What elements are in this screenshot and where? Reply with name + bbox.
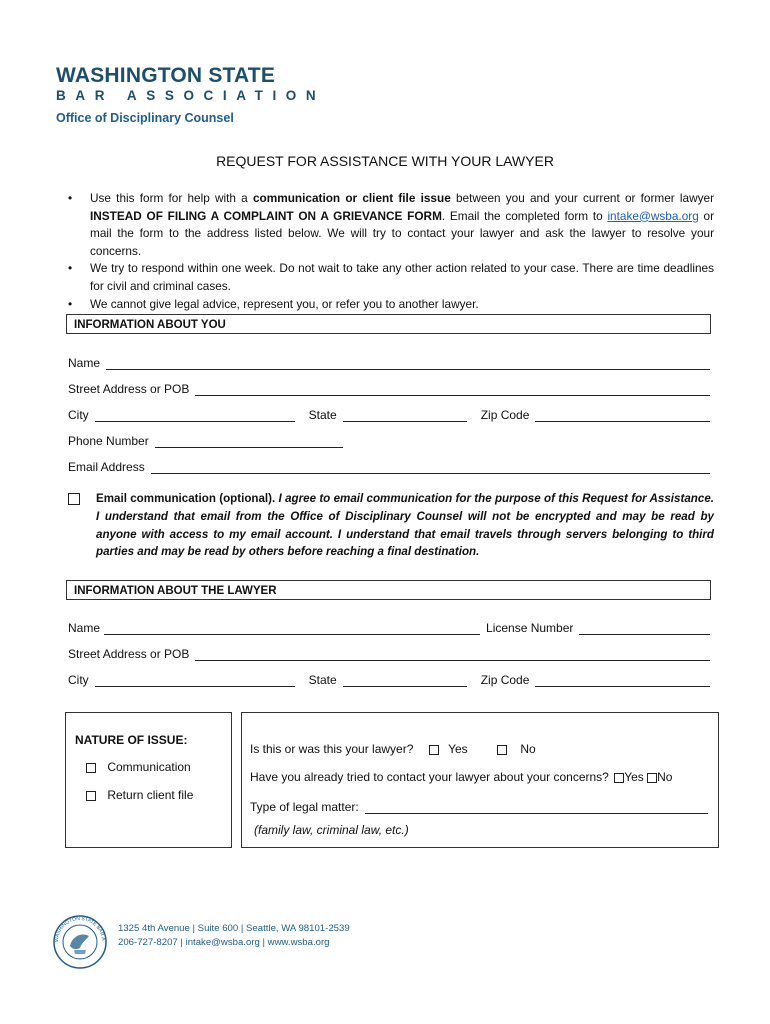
lawyer-license-label: License Number [486,621,574,635]
you-zip-field[interactable] [535,409,710,422]
you-phone-label: Phone Number [68,434,149,448]
you-street-row [68,378,710,396]
your-lawyer-yes-label: Yes [448,742,468,756]
tried-contact-yes-checkbox[interactable] [614,773,624,783]
instruction-text: . Email the completed form to [441,208,608,223]
lawyer-city-field[interactable] [95,674,295,687]
you-name-field[interactable] [106,357,710,370]
form-title: REQUEST FOR ASSISTANCE WITH YOUR LAWYER [216,153,554,169]
org-logo-line2: BAR ASSOCIATION [56,88,326,103]
legal-matter-hint: (family law, criminal law, etc.) [254,823,409,837]
you-city-row [68,404,710,422]
lawyer-zip-label: Zip Code [480,673,530,687]
your-lawyer-yes-checkbox[interactable] [429,745,439,755]
legal-matter-field[interactable] [365,801,708,814]
email-consent-body: I agree to email communication for the purpose of this Request for Assistance. I understand that email from the Office of Disciplinary Counsel will not be encrypted and may be read by anyone with access to my email account. I understand that email travels through servers belonging to third parties and may be read by others before reaching a final destination. [96,492,714,559]
you-phone-row [68,430,368,448]
bullet-icon: • [68,296,73,311]
you-email-field[interactable] [151,461,710,474]
svg-text:WASHINGTON STATE BAR ASSOCIATI: WASHINGTON STATE BAR A [53,915,106,943]
you-city-field[interactable] [95,409,295,422]
tried-contact-yes-label: Yes [624,770,644,784]
lawyer-name-row [68,617,710,635]
nature-of-issue-title: NATURE OF ISSUE: [75,733,188,747]
legal-matter-row [250,796,708,814]
return-file-checkbox[interactable] [86,791,96,801]
bullet-icon: • [68,191,73,205]
bullet-icon: • [68,261,73,276]
instruction-text: We cannot give legal advice, represent you, or refer you to another lawyer. [90,296,479,311]
lawyer-state-label: State [308,673,337,687]
instruction-text: We try to respond within one week. Do not wait to take any other action related to your case. There are time deadlines for civil and criminal cases. [90,261,714,293]
you-name-row [68,352,710,370]
option-communication[interactable] [86,760,191,774]
instruction-bold: INSTEAD OF FILING A COMPLAINT ON A GRIEVANCE FORM [90,208,442,223]
your-lawyer-no-label: No [520,742,536,756]
option-return-file[interactable] [86,788,193,802]
instruction-item [68,296,714,314]
email-consent [68,490,714,561]
nature-of-issue-box [65,712,232,848]
you-email-row [68,456,710,474]
instruction-bold: communication or client file issue [252,191,451,205]
lawyer-license-field[interactable] [579,622,710,635]
office-name: Office of Disciplinary Counsel [56,111,234,125]
communication-label: Communication [107,760,191,774]
you-email-label: Email Address [68,460,145,474]
lawyer-questions-box [241,712,719,848]
you-zip-label: Zip Code [480,408,530,422]
lawyer-zip-field[interactable] [535,674,710,687]
question-your-lawyer [250,742,536,756]
bar-seal-logo [52,914,108,970]
instructions-list [68,190,714,313]
instruction-text: between you and your current or former lawyer [450,191,715,205]
lawyer-state-field[interactable] [343,674,467,687]
lawyer-city-label: City [68,673,89,687]
lawyer-section-heading: INFORMATION ABOUT THE LAWYER [66,580,711,600]
you-state-label: State [308,408,337,422]
instruction-item [68,260,714,295]
footer-address [118,922,350,950]
lawyer-city-row [68,669,710,687]
lawyer-street-label: Street Address or POB [68,647,190,661]
email-consent-text [68,490,714,561]
question-your-lawyer-label: Is this or was this your lawyer? [250,742,414,756]
email-consent-lead: Email communication (optional). [96,492,276,505]
lawyer-name-field[interactable] [104,622,480,635]
return-file-label: Return client file [107,788,194,802]
you-state-field[interactable] [343,409,467,422]
lawyer-street-row [68,643,710,661]
you-name-label: Name [68,356,101,370]
org-logo-line1: WASHINGTON STATE [56,64,276,87]
lawyer-name-label: Name [68,621,101,635]
you-section-heading: INFORMATION ABOUT YOU [66,314,711,334]
you-street-label: Street Address or POB [68,382,190,396]
footer-address-line: 1325 4th Avenue | Suite 600 | Seattle, WA 98101-2539 [118,923,350,934]
tried-contact-no-label: No [657,770,673,784]
footer-contact-line: 206-727-8207 | intake@wsba.org | www.wsba.org [118,937,330,948]
communication-checkbox[interactable] [86,763,96,773]
question-tried-contact [250,770,672,784]
instruction-text: Use this form for help with a [90,191,253,205]
you-street-field[interactable] [195,383,710,396]
email-consent-checkbox[interactable] [68,493,80,505]
lawyer-street-field[interactable] [195,648,710,661]
you-phone-field[interactable] [155,435,343,448]
question-tried-contact-label: Have you already tried to contact your lawyer about your concerns? [250,770,609,784]
you-city-label: City [68,408,89,422]
tried-contact-no-checkbox[interactable] [647,773,657,783]
intake-email-link[interactable]: intake@wsba.org [607,208,699,223]
instruction-item [68,190,714,260]
your-lawyer-no-checkbox[interactable] [497,745,507,755]
instruction-text: or mail the form to the address listed below. We will try to contact your lawyer and ask the lawyer to resolve your concerns. [90,208,715,258]
legal-matter-label: Type of legal matter: [250,800,359,814]
